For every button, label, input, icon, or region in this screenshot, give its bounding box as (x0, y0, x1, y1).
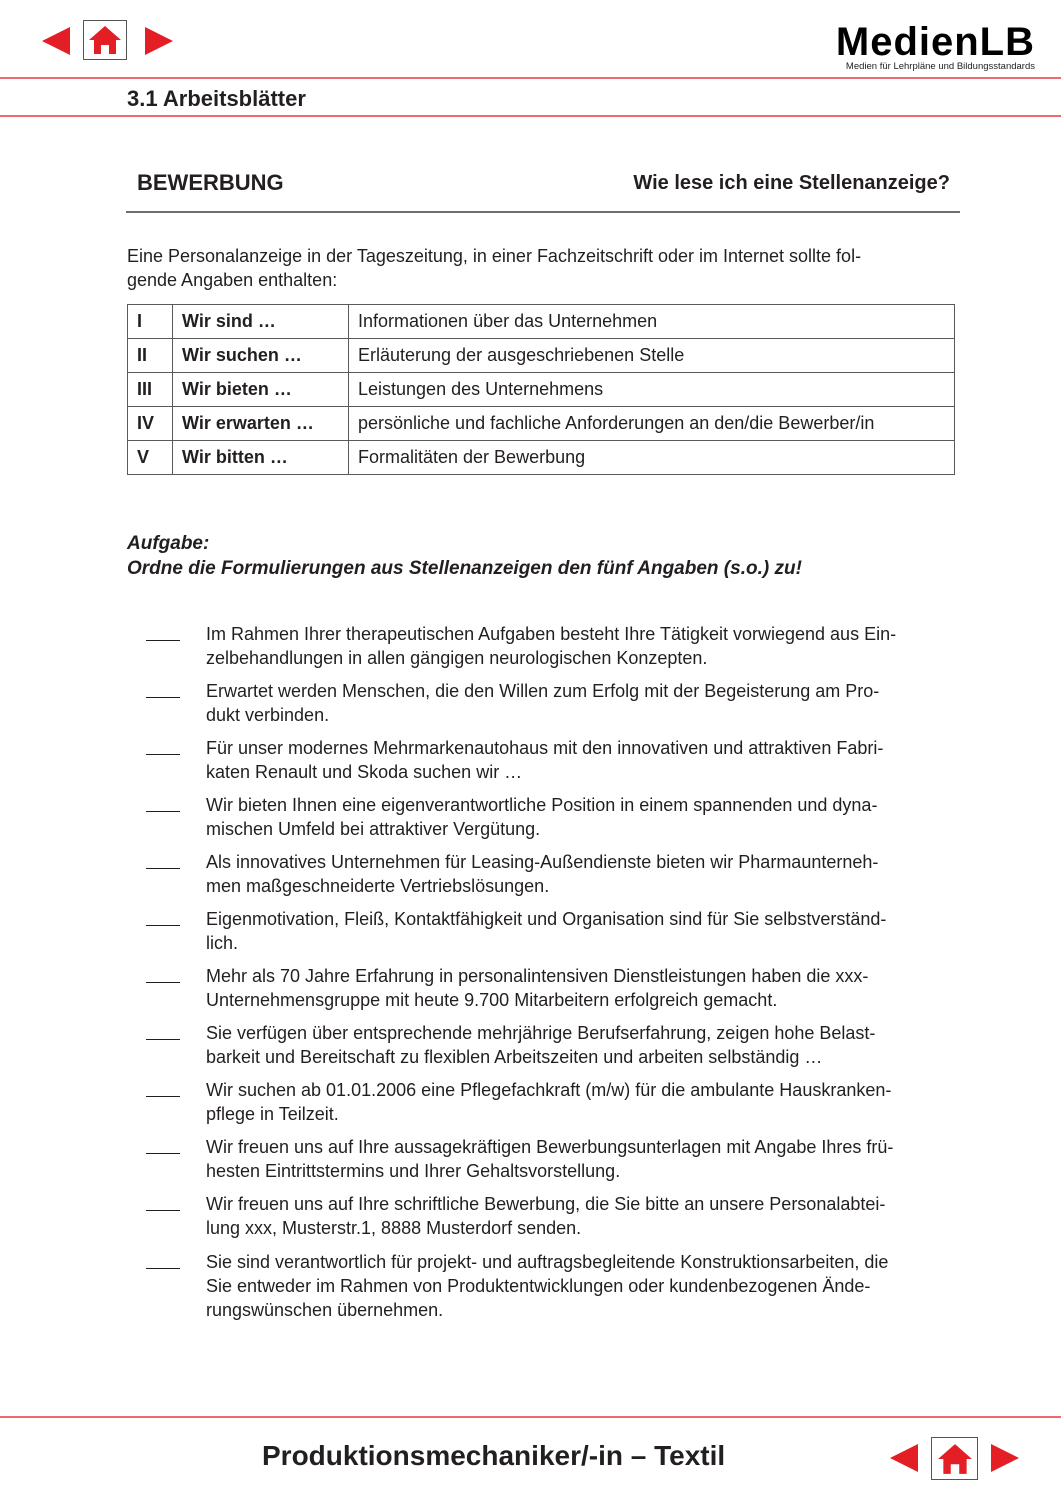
row-number: IV (128, 407, 173, 441)
row-number: V (128, 441, 173, 475)
item-text-line: Als innovatives Unternehmen für Leasing-Außendienste bieten wir Pharmaunterneh- (206, 852, 879, 872)
angaben-table (127, 304, 955, 475)
row-label: Wir bitten … (173, 441, 349, 475)
footer-next-page-button[interactable] (991, 1444, 1019, 1472)
item-text-line: katen Renault und Skoda suchen wir … (206, 762, 523, 782)
previous-page-button[interactable] (42, 27, 70, 55)
title-divider (126, 211, 960, 213)
header-rule-bottom (0, 115, 1061, 117)
footer-home-button[interactable] (931, 1437, 978, 1480)
row-label: Wir bieten … (173, 373, 349, 407)
item-text-line: Erwartet werden Menschen, die den Willen zum Erfolg mit der Begeisterung am Pro- (206, 681, 880, 701)
intro-line: Eine Personalanzeige in der Tageszeitung, in einer Fachzeitschrift oder im Internet sollte fol- (127, 246, 862, 266)
row-label: Wir sind … (173, 305, 349, 339)
logo-tagline: Medien für Lehrpläne und Bildungsstandards (845, 61, 1035, 72)
item-text-line: Unternehmensgruppe mit heute 9.700 Mitarbeitern erfolgreich gemacht. (206, 990, 778, 1010)
item-text-line: dukt verbinden. (206, 705, 330, 725)
item-text-line: Wir freuen uns auf Ihre schriftliche Bewerbung, die Sie bitte an unsere Personalabtei- (206, 1194, 886, 1214)
home-button[interactable] (83, 20, 127, 60)
logo (810, 22, 1035, 72)
task-heading: Aufgabe: (127, 533, 210, 554)
item-text-line: zelbehandlungen in allen gängigen neurologischen Konzepten. (206, 648, 708, 668)
row-description: Formalitäten der Bewerbung (349, 441, 955, 475)
row-description: persönliche und fachliche Anforderungen an den/die Bewerber/in (349, 407, 955, 441)
table-row (128, 441, 955, 475)
row-number: II (128, 339, 173, 373)
item-text-line: Wir freuen uns auf Ihre aussagekräftigen Bewerbungsunterlagen mit Angabe Ihres frü- (206, 1137, 894, 1157)
intro-line: gende Angaben enthalten: (127, 270, 338, 290)
item-text-line: men maßgeschneiderte Vertriebslösungen. (206, 876, 550, 896)
row-description: Erläuterung der ausgeschriebenen Stelle (349, 339, 955, 373)
row-description: Informationen über das Unternehmen (349, 305, 955, 339)
worksheet-subtitle: Wie lese ich eine Stellenanzeige? (633, 172, 950, 194)
item-text-line: Wir suchen ab 01.01.2006 eine Pflegefachkraft (m/w) für die ambulante Hauskranken- (206, 1080, 892, 1100)
row-number: III (128, 373, 173, 407)
item-text-line: Im Rahmen Ihrer therapeutischen Aufgaben besteht Ihre Tätigkeit vorwiegend aus Ein- (206, 624, 897, 644)
item-text-line: pflege in Teilzeit. (206, 1104, 339, 1124)
item-text-line: Sie sind verantwortlich für projekt- und auftragsbegleitende Konstruktionsarbeiten, die (206, 1252, 889, 1272)
item-text-line: Eigenmotivation, Fleiß, Kontaktfähigkeit und Organisation sind für Sie selbstverständ- (206, 909, 887, 929)
item-text-line: rungswünschen übernehmen. (206, 1300, 444, 1320)
worksheet-title: BEWERBUNG (137, 170, 284, 195)
item-text-line: Sie entweder im Rahmen von Produktentwicklungen oder kundenbezogenen Ände- (206, 1276, 871, 1296)
task-instruction: Ordne die Formulierungen aus Stellenanzeigen den fünf Angaben (s.o.) zu! (127, 558, 802, 579)
item-text-line: Sie verfügen über entsprechende mehrjährige Berufserfahrung, zeigen hohe Belast- (206, 1023, 876, 1043)
row-label: Wir suchen … (173, 339, 349, 373)
table-row (128, 339, 955, 373)
intro-paragraph (127, 244, 957, 292)
house-icon (88, 25, 122, 55)
footer-title: Produktionsmechaniker/-in – Textil (262, 1440, 726, 1471)
item-text-line: Für unser modernes Mehrmarkenautohaus mit den innovativen und attraktiven Fabri- (206, 738, 884, 758)
footer-previous-page-button[interactable] (890, 1444, 918, 1472)
section-title: 3.1 Arbeitsblätter (127, 86, 306, 111)
item-text-line: lich. (206, 933, 239, 953)
next-page-button[interactable] (145, 27, 173, 55)
logo-wordmark: MedienLB (835, 20, 1035, 64)
item-text-line: barkeit und Bereitschaft zu flexiblen Arbeitszeiten und arbeiten selbständig … (206, 1047, 823, 1067)
item-text-line: lung xxx, Musterstr.1, 8888 Musterdorf senden. (206, 1218, 582, 1238)
row-description: Leistungen des Unternehmens (349, 373, 955, 407)
table-row (128, 373, 955, 407)
row-label: Wir erwarten … (173, 407, 349, 441)
item-text-line: Mehr als 70 Jahre Erfahrung in personalintensiven Dienstleistungen haben die xxx- (206, 966, 869, 986)
item-text-line: mischen Umfeld bei attraktiver Vergütung. (206, 819, 541, 839)
item-text-line: Wir bieten Ihnen eine eigenverantwortliche Position in einem spannenden und dyna- (206, 795, 878, 815)
header-rule-top (0, 77, 1061, 79)
table-row (128, 305, 955, 339)
item-text-line: hesten Eintrittstermins und Ihrer Gehaltsvorstellung. (206, 1161, 621, 1181)
footer-rule (0, 1416, 1061, 1418)
house-icon (937, 1443, 973, 1475)
row-number: I (128, 305, 173, 339)
table-row (128, 407, 955, 441)
